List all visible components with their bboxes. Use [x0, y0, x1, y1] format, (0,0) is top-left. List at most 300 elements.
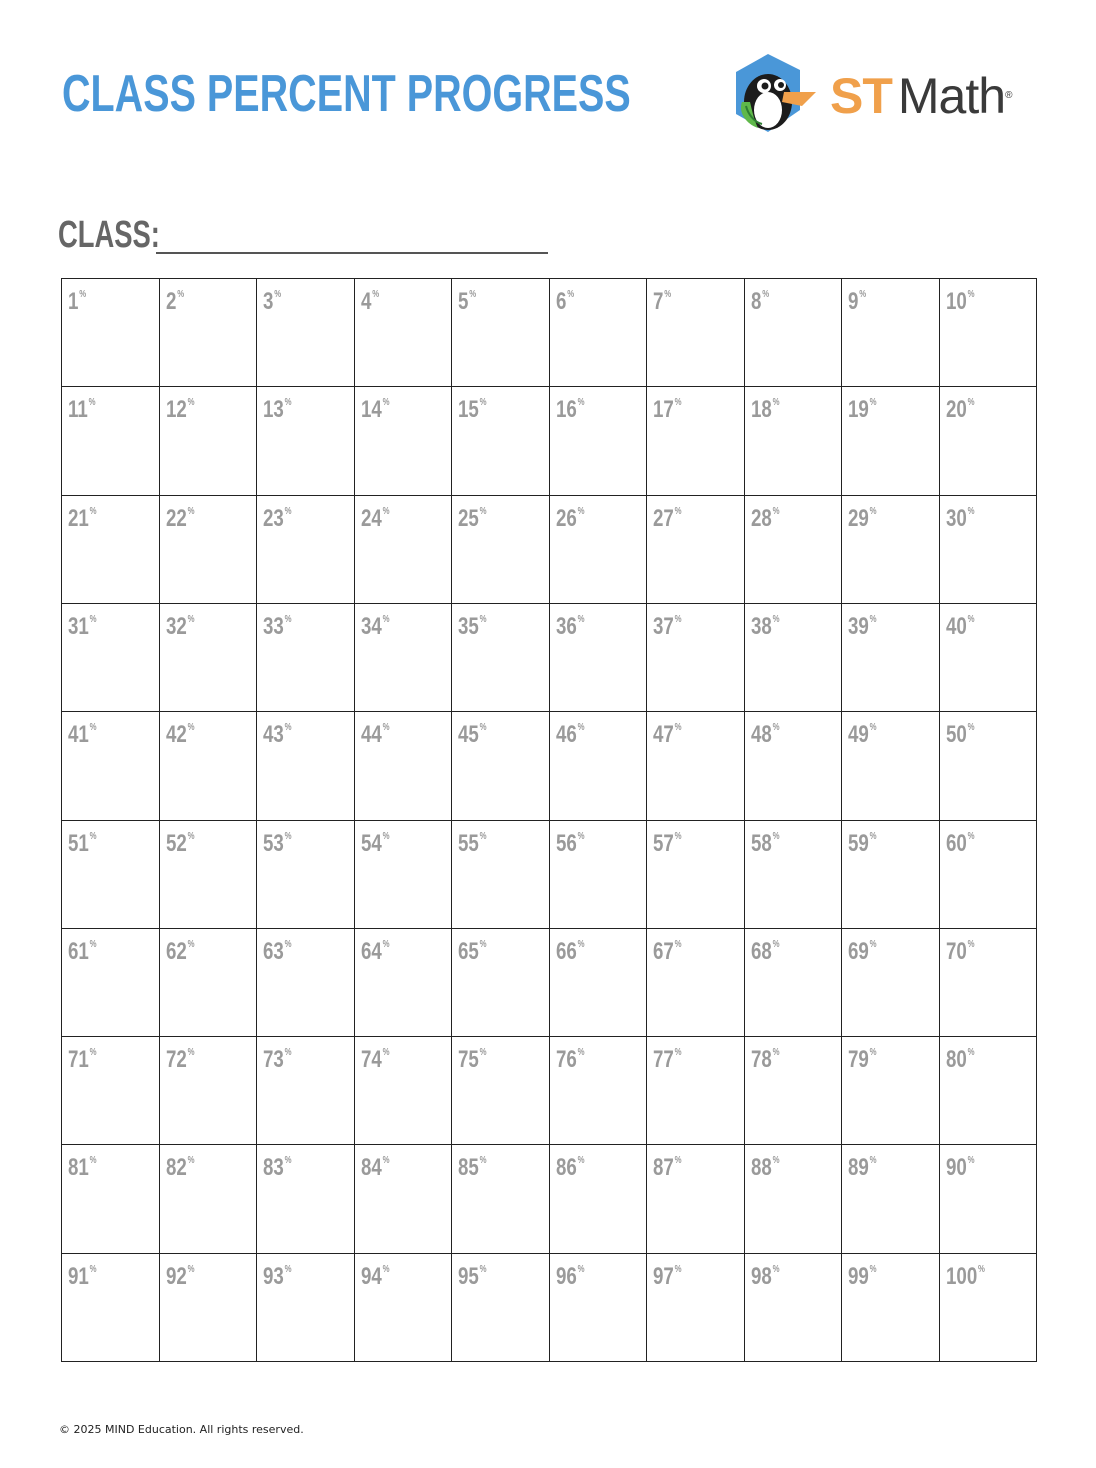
percent-cell-number [361, 722, 390, 748]
percent-value: 48 [750, 721, 772, 749]
percent-value: 7 [653, 288, 664, 315]
percent-value: 49 [848, 721, 869, 749]
percent-value: 88 [750, 1154, 772, 1182]
percent-cell-number [946, 289, 975, 315]
percent-cell [745, 387, 843, 495]
percent-value: 25 [458, 504, 479, 532]
percent-symbol: % [284, 1155, 292, 1167]
percent-symbol: % [967, 830, 975, 842]
percent-symbol: % [284, 505, 292, 517]
percent-symbol: % [187, 1047, 195, 1059]
percent-cell-number [946, 614, 975, 640]
percent-symbol: % [761, 289, 769, 300]
percent-cell [452, 1037, 550, 1145]
percent-symbol: % [382, 1155, 390, 1167]
percent-cell [62, 712, 160, 820]
percent-symbol: % [89, 505, 97, 517]
percent-symbol: % [674, 830, 682, 842]
percent-cell-number [946, 506, 975, 532]
percent-cell [842, 1145, 940, 1253]
percent-value: 45 [458, 721, 479, 749]
percent-symbol: % [772, 1047, 780, 1059]
percent-symbol: % [382, 397, 390, 409]
percent-value: 27 [653, 504, 674, 532]
percent-cell-number [361, 1047, 390, 1073]
percent-cell-number [361, 939, 390, 965]
percent-symbol: % [772, 613, 780, 625]
percent-cell-number [263, 722, 292, 748]
percent-value: 59 [848, 829, 869, 857]
percent-cell-number [166, 289, 184, 315]
percent-cell-number [68, 831, 97, 857]
percent-symbol: % [772, 397, 780, 409]
percent-value: 61 [68, 937, 89, 965]
percent-symbol: % [382, 722, 390, 734]
percent-value: 65 [458, 937, 479, 965]
percent-cell [940, 712, 1038, 820]
percent-cell-number [458, 397, 487, 423]
percent-cell [257, 496, 355, 604]
percent-cell [160, 387, 258, 495]
percent-symbol: % [577, 613, 585, 625]
percent-value: 34 [360, 612, 382, 640]
percent-value: 97 [653, 1262, 674, 1290]
percent-cell [160, 1254, 258, 1362]
percent-symbol: % [284, 1263, 292, 1275]
percent-cell [355, 1145, 453, 1253]
percent-value: 38 [750, 612, 772, 640]
copyright-footer: © 2025 MIND Education. All rights reserved. [59, 1423, 304, 1436]
percent-cell-number [848, 506, 877, 532]
percent-cell-number [653, 1155, 682, 1181]
percent-value: 73 [263, 1046, 284, 1074]
percent-symbol: % [89, 938, 97, 950]
percent-cell [940, 279, 1038, 387]
percent-symbol: % [869, 830, 877, 842]
percent-cell-number [653, 722, 682, 748]
percent-cell [550, 1145, 648, 1253]
percent-cell [257, 1037, 355, 1145]
percent-value: 1 [68, 288, 79, 315]
percent-value: 60 [945, 829, 967, 857]
percent-cell-number [263, 1047, 292, 1073]
percent-cell [62, 929, 160, 1037]
percent-cell-number [166, 1264, 195, 1290]
percent-cell [355, 821, 453, 929]
percent-cell [647, 821, 745, 929]
percent-cell [550, 604, 648, 712]
percent-cell [940, 604, 1038, 712]
percent-symbol: % [89, 722, 97, 734]
percent-cell-number [458, 1047, 487, 1073]
percent-cell-number [458, 506, 487, 532]
percent-cell [940, 1037, 1038, 1145]
percent-cell-number [653, 506, 682, 532]
percent-cell [745, 1145, 843, 1253]
percent-cell [940, 1254, 1038, 1362]
percent-value: 19 [848, 396, 869, 424]
percent-symbol: % [577, 722, 585, 734]
percent-cell-number [848, 831, 877, 857]
percent-symbol: % [772, 1263, 780, 1275]
class-label: CLASS: [58, 214, 160, 256]
percent-cell [62, 279, 160, 387]
percent-value: 78 [750, 1046, 772, 1074]
percent-cell-number [556, 397, 585, 423]
percent-cell-number [946, 722, 975, 748]
percent-symbol: % [89, 1263, 97, 1275]
percent-cell [62, 821, 160, 929]
percent-value: 89 [848, 1154, 869, 1182]
percent-symbol: % [89, 830, 97, 842]
percent-cell-number [361, 1155, 390, 1181]
percent-cell-number [751, 831, 780, 857]
percent-cell-number [166, 506, 195, 532]
percent-symbol: % [382, 505, 390, 517]
st-math-logo [732, 52, 1042, 136]
percent-cell-number [361, 506, 390, 532]
page-title: CLASS PERCENT PROGRESS [62, 65, 631, 123]
percent-symbol: % [284, 397, 292, 409]
percent-cell [257, 1145, 355, 1253]
percent-cell [257, 1254, 355, 1362]
percent-cell-number [946, 397, 975, 423]
percent-value: 12 [165, 396, 187, 424]
percent-cell [160, 279, 258, 387]
percent-symbol: % [479, 830, 487, 842]
percent-cell-number [68, 1264, 97, 1290]
percent-cell-number [361, 831, 390, 857]
percent-value: 8 [750, 288, 761, 315]
percent-cell [160, 821, 258, 929]
percent-cell-number [848, 397, 877, 423]
percent-cell [452, 279, 550, 387]
percent-cell [62, 1145, 160, 1253]
percent-value: 57 [653, 829, 674, 857]
percent-cell [452, 496, 550, 604]
percent-value: 10 [945, 288, 967, 315]
percent-value: 18 [750, 396, 772, 424]
percent-symbol: % [577, 938, 585, 950]
percent-value: 87 [653, 1154, 674, 1182]
percent-cell [355, 1037, 453, 1145]
percent-cell-number [556, 1155, 585, 1181]
percent-cell-number [848, 939, 877, 965]
percent-symbol: % [479, 397, 487, 409]
percent-cell [257, 821, 355, 929]
percent-value: 54 [360, 829, 382, 857]
percent-cell [647, 279, 745, 387]
percent-value: 20 [945, 396, 967, 424]
percent-symbol: % [187, 613, 195, 625]
percent-cell-number [653, 614, 682, 640]
percent-symbol: % [469, 289, 477, 300]
class-write-line[interactable] [156, 252, 548, 254]
percent-cell-number [263, 506, 292, 532]
percent-value: 44 [360, 721, 382, 749]
percent-cell-number [263, 939, 292, 965]
percent-cell-number [653, 939, 682, 965]
percent-cell-number [848, 1047, 877, 1073]
percent-cell [842, 712, 940, 820]
percent-value: 77 [653, 1046, 674, 1074]
percent-value: 28 [750, 504, 772, 532]
class-field [58, 210, 558, 260]
percent-cell-number [263, 1155, 292, 1181]
percent-cell [355, 1254, 453, 1362]
percent-value: 74 [360, 1046, 382, 1074]
percent-value: 4 [360, 288, 371, 315]
percent-value: 36 [555, 612, 577, 640]
percent-symbol: % [284, 1047, 292, 1059]
percent-symbol: % [967, 1155, 975, 1167]
percent-cell [842, 1037, 940, 1145]
percent-symbol: % [284, 722, 292, 734]
percent-symbol: % [187, 1155, 195, 1167]
percent-cell-number [751, 1264, 780, 1290]
percent-symbol: % [89, 613, 97, 625]
percent-value: 6 [555, 288, 566, 315]
percent-cell-number [556, 722, 585, 748]
percent-symbol: % [859, 289, 867, 300]
percent-cell-number [166, 722, 195, 748]
percent-value: 96 [555, 1262, 577, 1290]
percent-symbol: % [187, 1263, 195, 1275]
percent-cell-number [556, 506, 585, 532]
percent-cell-number [458, 1264, 487, 1290]
percent-value: 93 [263, 1262, 284, 1290]
percent-value: 85 [458, 1154, 479, 1182]
percent-value: 26 [555, 504, 577, 532]
percent-value: 11 [68, 396, 88, 424]
percent-cell [452, 712, 550, 820]
percent-value: 22 [165, 504, 187, 532]
percent-cell [355, 279, 453, 387]
brand-st: ST [830, 68, 892, 124]
percent-value: 62 [165, 937, 187, 965]
percent-value: 33 [263, 612, 284, 640]
percent-symbol: % [967, 397, 975, 409]
percent-symbol: % [674, 1047, 682, 1059]
percent-cell [160, 1037, 258, 1145]
percent-symbol: % [479, 505, 487, 517]
percent-cell [62, 1037, 160, 1145]
percent-value: 30 [945, 504, 967, 532]
percent-cell-number [68, 506, 97, 532]
percent-cell-number [458, 722, 487, 748]
percent-cell-number [68, 1155, 97, 1181]
percent-value: 52 [165, 829, 187, 857]
percent-cell [550, 1037, 648, 1145]
percent-cell [550, 712, 648, 820]
percent-symbol: % [89, 1155, 97, 1167]
percent-symbol: % [577, 1263, 585, 1275]
percent-symbol: % [284, 830, 292, 842]
percent-cell [257, 387, 355, 495]
percent-cell-number [556, 289, 574, 315]
percent-cell-number [68, 722, 97, 748]
percent-cell [160, 929, 258, 1037]
percent-value: 95 [458, 1262, 479, 1290]
percent-symbol: % [674, 505, 682, 517]
percent-cell [647, 1145, 745, 1253]
percent-symbol: % [479, 1047, 487, 1059]
percent-cell [452, 604, 550, 712]
percent-value: 21 [68, 504, 89, 532]
percent-symbol: % [187, 505, 195, 517]
percent-value: 91 [68, 1262, 89, 1290]
percent-symbol: % [382, 1047, 390, 1059]
percent-cell-number [263, 831, 292, 857]
percent-value: 46 [555, 721, 577, 749]
percent-cell [452, 1145, 550, 1253]
percent-cell [550, 496, 648, 604]
percent-symbol: % [187, 397, 195, 409]
percent-value: 98 [750, 1262, 772, 1290]
percent-value: 31 [68, 612, 89, 640]
percent-symbol: % [284, 938, 292, 950]
percent-cell [647, 1037, 745, 1145]
percent-cell [550, 929, 648, 1037]
percent-value: 66 [555, 937, 577, 965]
percent-symbol: % [577, 830, 585, 842]
percent-value: 69 [848, 937, 869, 965]
percent-symbol: % [967, 938, 975, 950]
percent-symbol: % [869, 1263, 877, 1275]
percent-cell [550, 821, 648, 929]
percent-cell-number [751, 1047, 780, 1073]
percent-cell-number [361, 289, 379, 315]
percent-value: 92 [165, 1262, 187, 1290]
percent-symbol: % [577, 1155, 585, 1167]
percent-symbol: % [772, 1155, 780, 1167]
percent-value: 3 [263, 288, 274, 315]
percent-cell-number [946, 831, 975, 857]
percent-value: 35 [458, 612, 479, 640]
percent-value: 56 [555, 829, 577, 857]
percent-cell [160, 604, 258, 712]
percent-symbol: % [664, 289, 672, 300]
percent-symbol: % [187, 938, 195, 950]
percent-cell-number [458, 939, 487, 965]
percent-value: 29 [848, 504, 869, 532]
percent-value: 24 [360, 504, 382, 532]
percent-cell [550, 387, 648, 495]
percent-value: 71 [68, 1046, 89, 1074]
percent-symbol: % [566, 289, 574, 300]
percent-cell-number [556, 1047, 585, 1073]
percent-cell-number [263, 289, 281, 315]
percent-symbol: % [674, 1155, 682, 1167]
percent-symbol: % [869, 1155, 877, 1167]
percent-cell-number [556, 939, 585, 965]
percent-cell-number [946, 939, 975, 965]
percent-symbol: % [479, 938, 487, 950]
percent-symbol: % [772, 938, 780, 950]
percent-symbol: % [382, 1263, 390, 1275]
percent-value: 15 [458, 396, 479, 424]
percent-cell-number [166, 1047, 195, 1073]
percent-value: 75 [458, 1046, 479, 1074]
percent-symbol: % [479, 1155, 487, 1167]
percent-value: 76 [555, 1046, 577, 1074]
percent-value: 84 [360, 1154, 382, 1182]
percent-cell-number [848, 289, 866, 315]
percent-symbol: % [674, 938, 682, 950]
percent-value: 90 [945, 1154, 967, 1182]
percent-cell [842, 604, 940, 712]
percent-cell-number [458, 831, 487, 857]
percent-symbol: % [674, 613, 682, 625]
percent-cell-number [68, 1047, 97, 1073]
brand-wordmark [830, 66, 1012, 126]
percent-cell [62, 1254, 160, 1362]
percent-cell [257, 604, 355, 712]
percent-cell [257, 279, 355, 387]
percent-cell [842, 279, 940, 387]
percent-cell-number [361, 397, 390, 423]
percent-cell-number [848, 614, 877, 640]
penguin-icon [732, 52, 822, 136]
percent-cell-number [68, 939, 97, 965]
percent-cell [940, 496, 1038, 604]
percent-cell-number [556, 614, 585, 640]
percent-value: 63 [263, 937, 284, 965]
percent-symbol: % [187, 830, 195, 842]
percent-cell-number [361, 1264, 390, 1290]
percent-cell [745, 821, 843, 929]
percent-cell-number [751, 289, 769, 315]
percent-cell-number [458, 289, 476, 315]
percent-cell [940, 1145, 1038, 1253]
percent-cell [647, 496, 745, 604]
percent-symbol: % [869, 613, 877, 625]
percent-cell-number [751, 939, 780, 965]
percent-value: 13 [263, 396, 284, 424]
percent-value: 32 [165, 612, 187, 640]
percent-cell [647, 1254, 745, 1362]
percent-symbol: % [382, 830, 390, 842]
percent-cell [160, 496, 258, 604]
percent-value: 72 [165, 1046, 187, 1074]
percent-cell-number [166, 939, 195, 965]
percent-cell-number [653, 397, 682, 423]
percent-cell [647, 712, 745, 820]
percent-cell-number [751, 722, 780, 748]
percent-cell [355, 496, 453, 604]
percent-value: 99 [848, 1262, 869, 1290]
percent-cell-number [263, 1264, 292, 1290]
percent-cell [745, 1254, 843, 1362]
percent-value: 37 [653, 612, 674, 640]
percent-value: 39 [848, 612, 869, 640]
percent-cell-number [458, 1155, 487, 1181]
percent-cell [62, 496, 160, 604]
percent-cell [647, 387, 745, 495]
percent-symbol: % [869, 938, 877, 950]
registered-mark: ® [1005, 90, 1013, 101]
percent-cell [160, 712, 258, 820]
percent-symbol: % [967, 289, 975, 300]
percent-cell [257, 929, 355, 1037]
percent-cell [842, 1254, 940, 1362]
percent-cell-number [848, 1264, 877, 1290]
percent-symbol: % [967, 722, 975, 734]
percent-cell [62, 604, 160, 712]
percent-symbol: % [176, 289, 184, 300]
percent-symbol: % [88, 397, 96, 409]
percent-symbol: % [577, 1047, 585, 1059]
